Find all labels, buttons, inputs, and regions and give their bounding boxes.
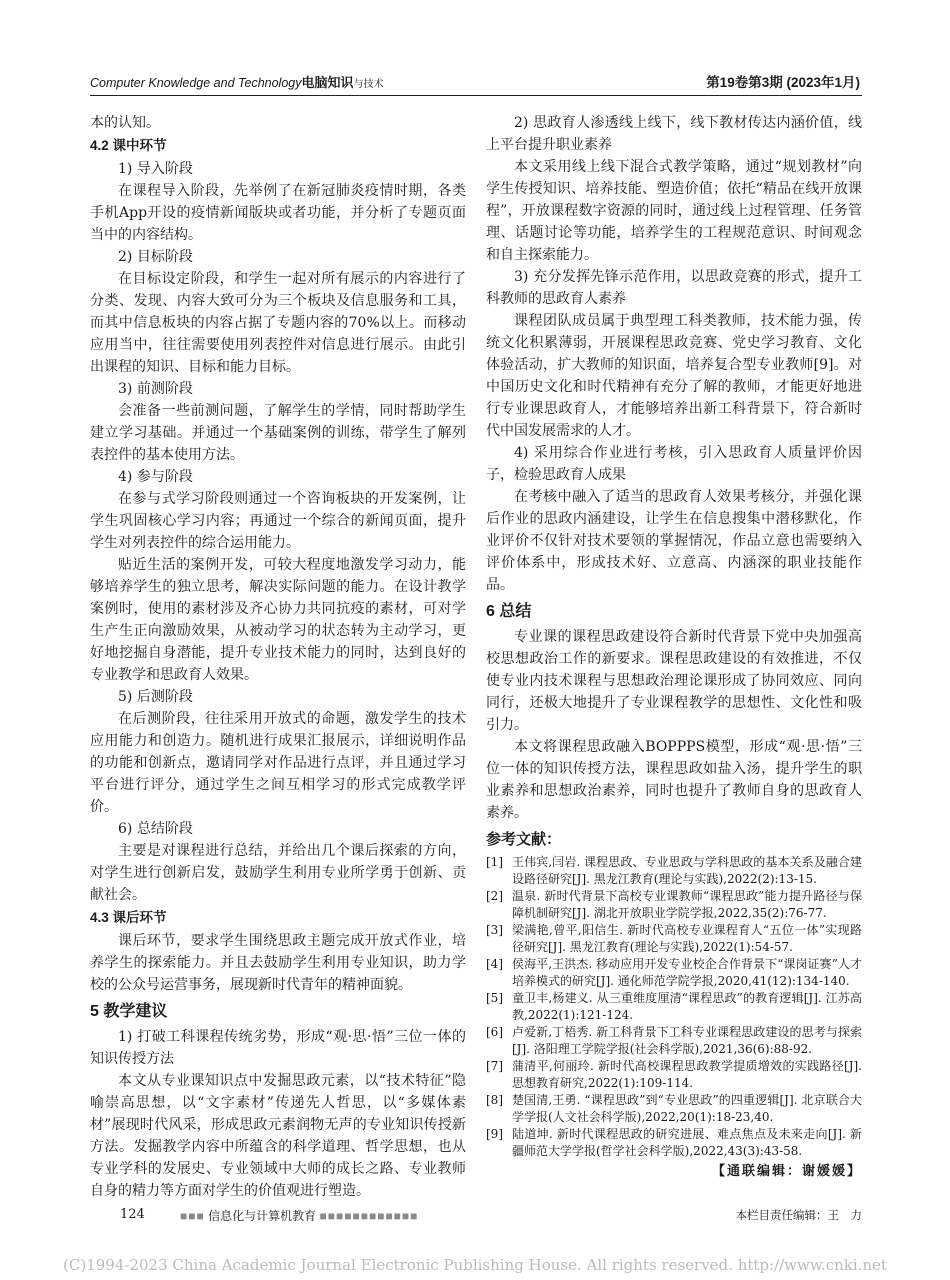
issue-info: 第19卷第3期 (2023年1月) bbox=[706, 75, 860, 90]
reference-item bbox=[486, 888, 862, 921]
references-title: 参考文献： bbox=[486, 831, 562, 848]
page-footer bbox=[90, 1207, 862, 1227]
paragraph: 4) 采用综合作业进行考核，引入思政育人质量评价因子，检验思政育人成果 bbox=[486, 445, 862, 483]
paragraph: 会准备一些前测问题，了解学生的学情，同时帮助学生建立学习基础。并通过一个基础案例的训练，带学生了解列表控件的基本使用方法。 bbox=[90, 403, 466, 463]
reference-item bbox=[486, 1058, 862, 1091]
reference-item bbox=[486, 1126, 862, 1159]
journal-title: Computer Knowledge and Technology电脑知识与技术 bbox=[90, 75, 384, 90]
left-column bbox=[90, 112, 466, 1202]
reference-number: [7] bbox=[486, 1059, 503, 1073]
editor-note: 【通联编辑：谢媛媛】 bbox=[711, 1164, 862, 1179]
paragraph: 课程团队成员属于典型理工科类教师，技术能力强，传统文化积累薄弱，开展课程思政竞赛、党史学习教育、文化体验活动，扩大教师的知识面，培养复合型专业教师[9]。对中国历史文化和时代精神有充分了解的教师，才能更好地进行专业课思政育人，才能够培养出新工科背景下，符合新时代中国发展需求的人才。 bbox=[486, 313, 862, 439]
reference-list bbox=[486, 854, 862, 1159]
paragraph: 在目标设定阶段，和学生一起对所有展示的内容进行了分类、发现、内容大致可分为三个板块及信息服务和工具，而其中信息板块的内容占据了专题内容的70%以上。而移动应用当中，往往需要使用列表控件对信息进行展示。由此引出课程的知识、目标和能力目标。 bbox=[90, 271, 466, 375]
reference-item bbox=[486, 922, 862, 955]
paragraph: 2) 思政育人渗透线上线下，线下教材传达内涵价值，线上平台提升职业素养 bbox=[486, 115, 862, 153]
reference-text: 王伟宾,闫岩. 课程思政、专业思政与学科思政的基本关系及融合建设路径研究[J]. 黑龙江教育(理论与实践),2022(2):13-15. bbox=[512, 855, 862, 886]
reference-number: [9] bbox=[486, 1127, 503, 1141]
paragraph: 6) 总结阶段 bbox=[118, 821, 193, 837]
reference-number: [3] bbox=[486, 923, 503, 937]
copyright-notice: (C)1994-2023 China Academic Journal Electronic Publishing House. All rights reserved. http://www.cnki.net bbox=[63, 1256, 887, 1274]
paragraph: 1) 打破工科课程传统劣势，形成“观·思·悟”三位一体的知识传授方法 bbox=[90, 1029, 466, 1067]
footer-journal: ■■■ 信息化与计算机教育 ■■■■■■■■■■■■ bbox=[180, 1209, 419, 1223]
paragraph: 3) 充分发挥先锋示范作用，以思政竞赛的形式，提升工科教师的思政育人素养 bbox=[486, 269, 862, 307]
reference-number: [2] bbox=[486, 889, 503, 903]
reference-text: 蒲清平,何丽玲. 新时代高校课程思政教学提质增效的实践路径[J]. 思想教育研究,2022(1):109-114. bbox=[512, 1059, 862, 1090]
reference-item bbox=[486, 854, 862, 887]
reference-number: [5] bbox=[486, 991, 503, 1005]
paragraph: 本文采用线上线下混合式教学策略，通过“规划教材”向学生传授知识、培养技能、塑造价值；依托“精品在线开放课程”，开放课程数字资源的同时，通过线上过程管理、任务管理、话题讨论等功能，培养学生的工程规范意识、时间观念和自主探索能力。 bbox=[486, 159, 862, 263]
section-heading: 5 教学建议 bbox=[90, 1003, 168, 1020]
paragraph: 在后测阶段，往往采用开放式的命题，激发学生的技术应用能力和创造力。随机进行成果汇报展示，详细说明作品的功能和创新点，邀请同学对作品进行点评，并且通过学习平台进行评分，通过学生之间互相学习的形式完成教学评价。 bbox=[90, 711, 466, 815]
reference-item bbox=[486, 990, 862, 1023]
paragraph: 本文将课程思政融入BOPPPS模型，形成“观·思·悟”三位一体的知识传授方法，课程思政如盐入汤，提升学生的职业素养和思想政治素养，同时也提升了教师自身的思政育人素养。 bbox=[486, 739, 862, 821]
section-heading: 6 总结 bbox=[486, 603, 532, 620]
paragraph: 在参与式学习阶段则通过一个咨询板块的开发案例，让学生巩固核心学习内容；再通过一个综合的新闻页面，提升学生对列表控件的综合运用能力。 bbox=[90, 491, 466, 551]
subsection-heading: 4.3 课后环节 bbox=[90, 910, 167, 925]
paragraph: 专业课的课程思政建设符合新时代背景下党中央加强高校思想政治工作的新要求。课程思政建设的有效推进，不仅使专业内技术课程与思想政治理论课形成了协同效应、同向同行，还极大地提升了专业课程教学的思想性、文化性和吸引力。 bbox=[486, 629, 862, 733]
running-header bbox=[90, 70, 860, 92]
paragraph: 2) 目标阶段 bbox=[118, 249, 193, 265]
paragraph: 本的认知。 bbox=[90, 115, 160, 131]
reference-item bbox=[486, 1024, 862, 1057]
right-column bbox=[486, 112, 862, 1183]
paragraph: 课后环节，要求学生围绕思政主题完成开放式作业，培养学生的探索能力。并且去鼓励学生利用专业知识，助力学校的公众号运营事务，展现新时代青年的精神面貌。 bbox=[90, 933, 466, 993]
reference-text: 梁满艳,曾平,阳信生. 新时代高校专业课程育人“五位一体”实现路径研究[J]. 黑龙江教育(理论与实践),2022(1):54-57. bbox=[512, 923, 862, 954]
paragraph: 在考核中融入了适当的思政育人效果考核分，并强化课后作业的思政内涵建设，让学生在信息搜集中潜移默化，作业评价不仅针对技术要领的掌握情况，作品立意也需要纳入评价体系中，形成技术好、立意高、内涵深的职业技能作品。 bbox=[486, 489, 862, 593]
paragraph: 4) 参与阶段 bbox=[118, 469, 193, 485]
reference-text: 陆道坤. 新时代课程思政的研究进展、难点焦点及未来走向[J]. 新疆师范大学学报(哲学社会科学版),2022,43(3):43-58. bbox=[512, 1127, 862, 1158]
column-editor: 本栏目责任编辑：王 力 bbox=[735, 1208, 862, 1222]
paragraph: 贴近生活的案例开发，可较大程度地激发学习动力，能够培养学生的独立思考，解决实际问题的能力。在设计教学案例时，使用的素材涉及齐心协力共同抗疫的素材，可对学生产生正向激励效果，从被动学习的状态转为主动学习，更好地挖掘自身潜能，提升专业技术能力的同时，达到良好的专业教学和思政育人效果。 bbox=[90, 557, 466, 683]
reference-text: 卢爱新,丁梧秀. 新工科背景下工科专业课程思政建设的思考与探索[J]. 洛阳理工学院学报(社会科学版),2021,36(6):88-92. bbox=[512, 1025, 862, 1056]
paragraph: 主要是对课程进行总结，并给出几个课后探索的方向，对学生进行创新启发，鼓励学生利用专业所学勇于创新、贡献社会。 bbox=[90, 843, 466, 903]
reference-item bbox=[486, 956, 862, 989]
paragraph: 1) 导入阶段 bbox=[118, 161, 193, 177]
reference-text: 侯海平,王洪杰. 移动应用开发专业校企合作背景下“课岗证赛”人才培养模式的研究[J]. 通化师范学院学报,2020,41(12):134-140. bbox=[512, 957, 862, 988]
paragraph: 5) 后测阶段 bbox=[118, 689, 193, 705]
reference-text: 童卫丰,杨建义. 从三重维度厘清“课程思政”的教育逻辑[J]. 江苏高教,2022(1):121-124. bbox=[512, 991, 862, 1022]
paragraph: 3) 前测阶段 bbox=[118, 381, 193, 397]
subsection-heading: 4.2 课中环节 bbox=[90, 138, 167, 153]
reference-text: 温泉. 新时代背景下高校专业课教师“课程思政”能力提升路径与保障机制研究[J]. 湖北开放职业学院学报,2022,35(2):76-77. bbox=[512, 889, 862, 920]
page-number: 124 bbox=[120, 1207, 145, 1222]
reference-number: [4] bbox=[486, 957, 503, 971]
paragraph: 在课程导入阶段，先举例了在新冠肺炎疫情时期，各类手机App开设的疫情新闻版块或者功能，并分析了专题页面当中的内容结构。 bbox=[90, 183, 466, 243]
reference-text: 楚国清,王勇. “课程思政”到“专业思政”的四重逻辑[J]. 北京联合大学学报(人文社会科学版),2022,20(1):18-23,40. bbox=[512, 1093, 862, 1124]
reference-number: [1] bbox=[486, 855, 503, 869]
reference-item bbox=[486, 1092, 862, 1125]
right-column-body bbox=[486, 112, 862, 824]
reference-number: [8] bbox=[486, 1093, 503, 1107]
header-rule bbox=[90, 95, 862, 96]
reference-number: [6] bbox=[486, 1025, 503, 1039]
paragraph: 本文从专业课知识点中发掘思政元素，以“技术特征”隐喻崇高思想，以“文字素材”传递先人哲思，以“多媒体素材”展现时代风采，形成思政元素润物无声的专业知识传授新方法。发掘教学内容中所蕴含的科学道理、哲学思想，也从专业学科的发展史、专业领域中大师的成长之路、专业教师自身的精力等方面对学生的价值观进行塑造。 bbox=[90, 1073, 466, 1199]
